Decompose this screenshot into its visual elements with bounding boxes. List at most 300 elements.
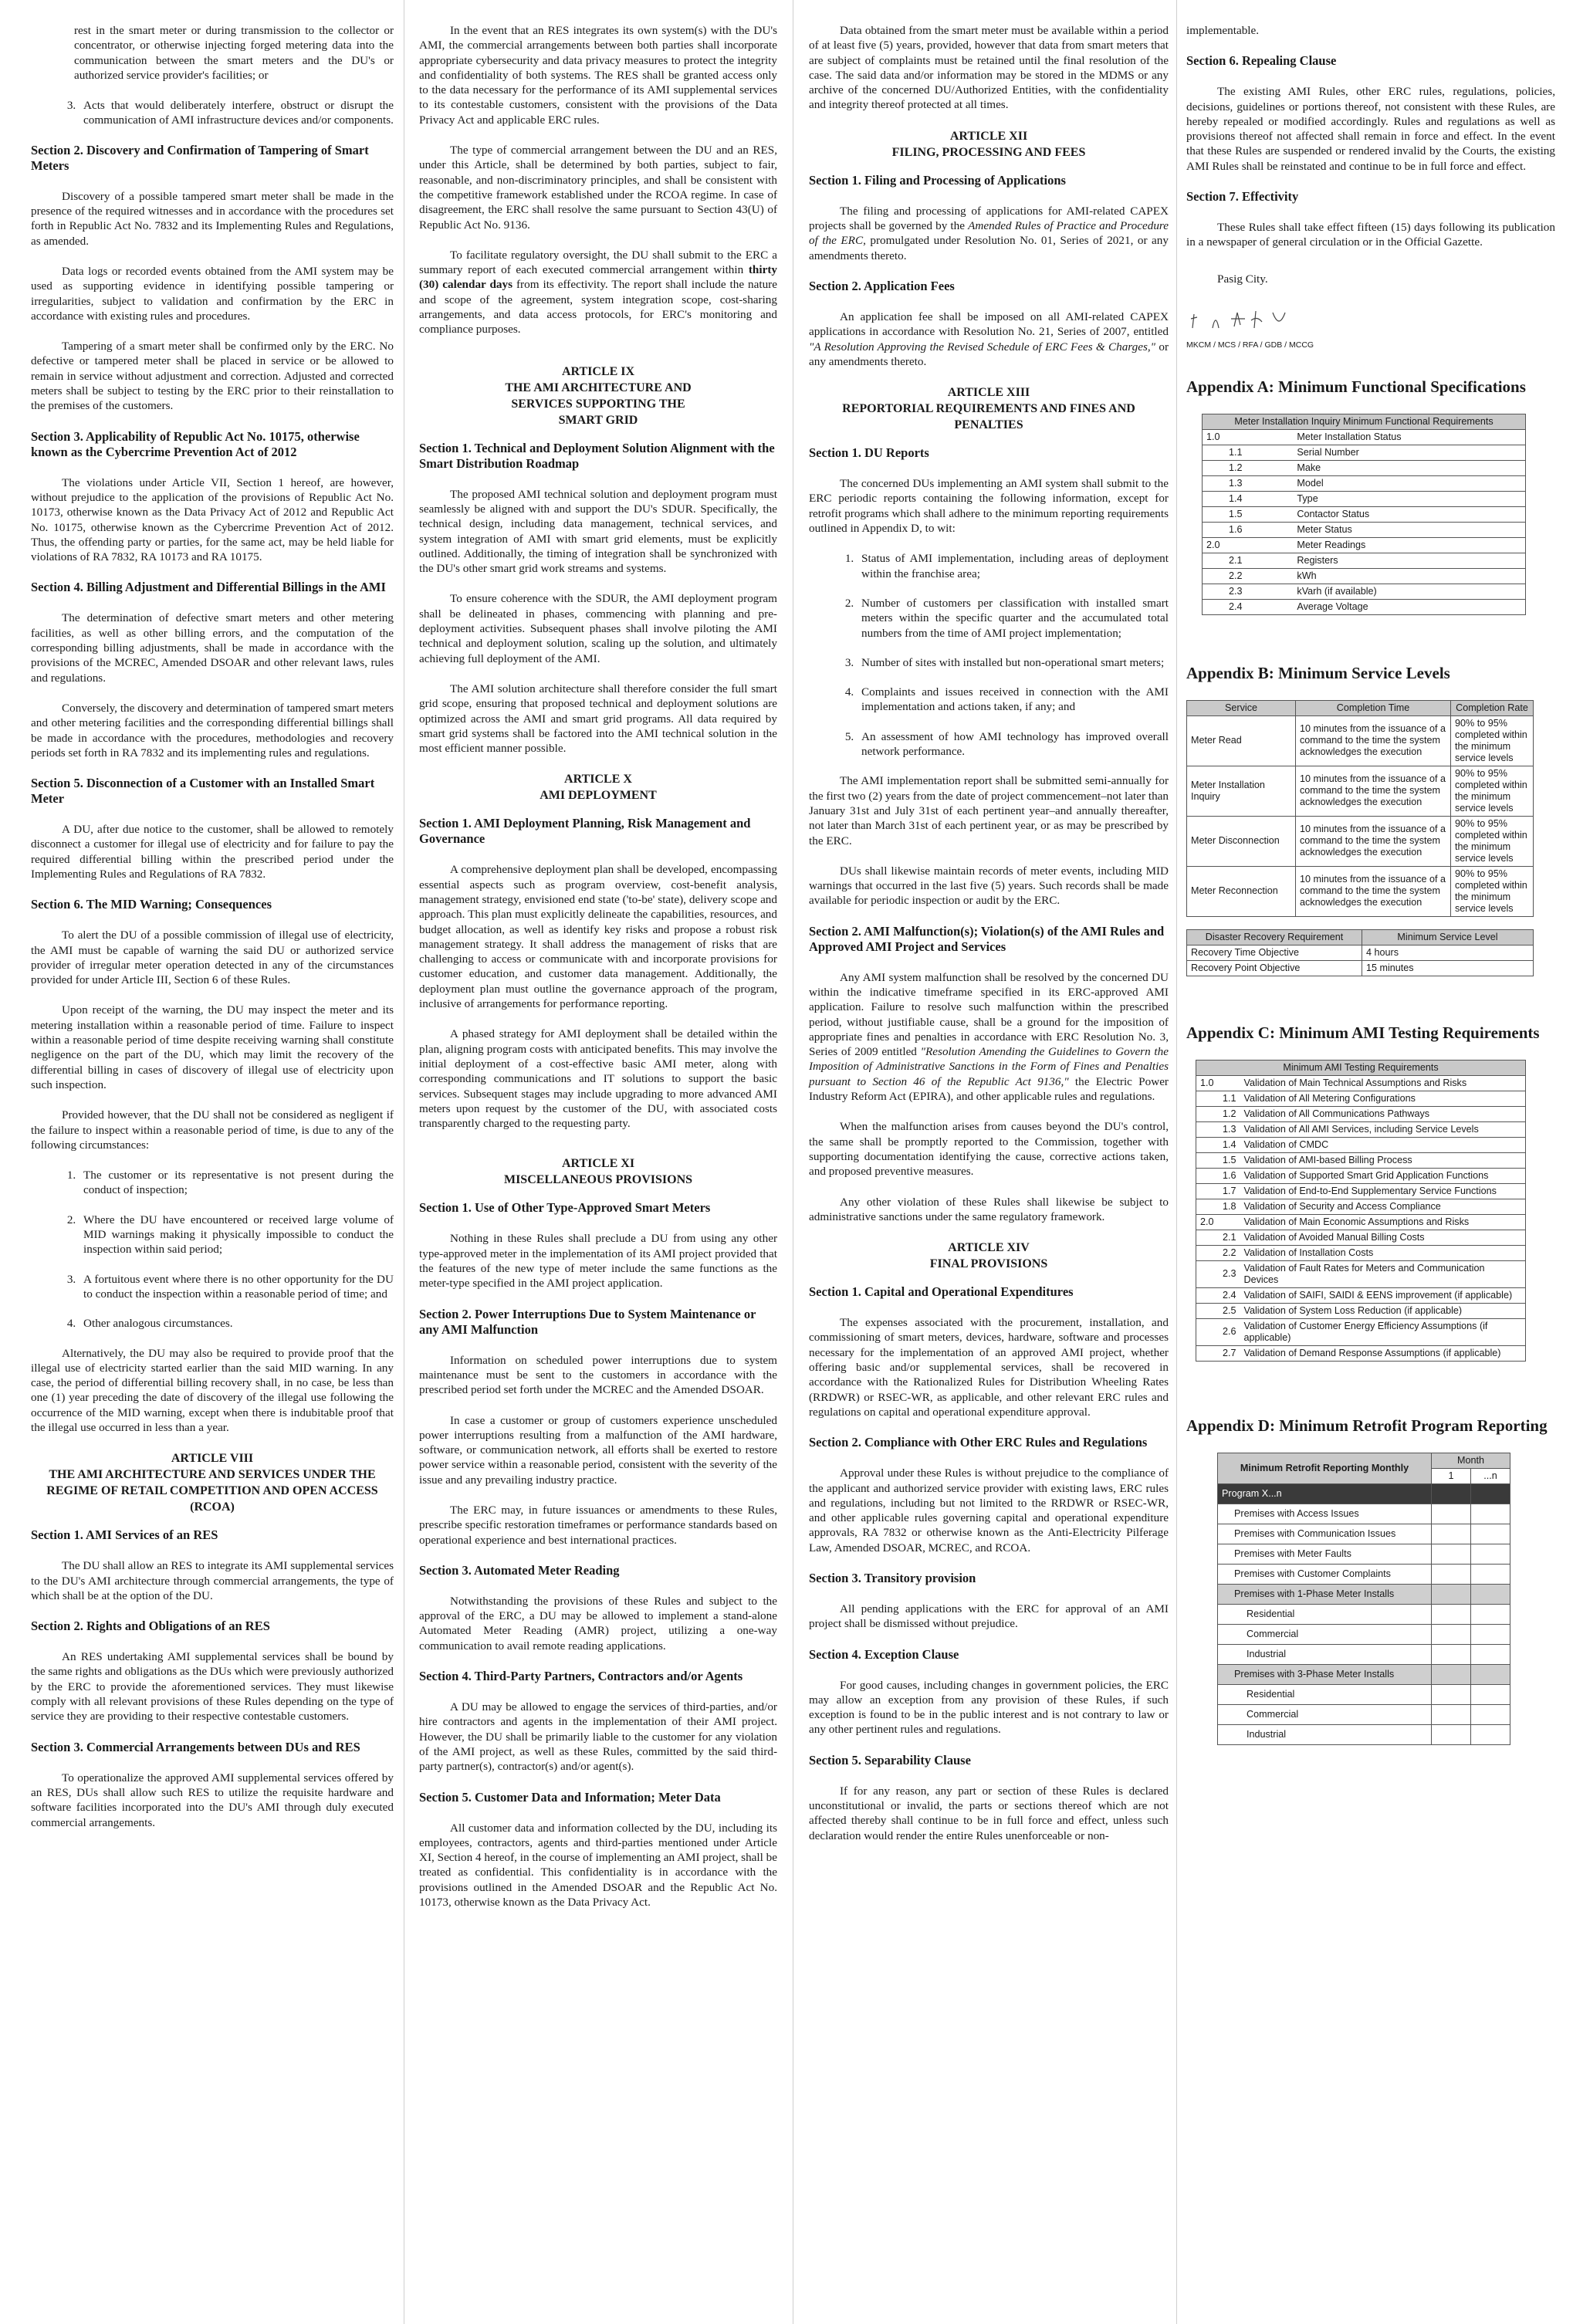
- section-title: Section 1. Use of Other Type-Approved Smart Meters: [419, 1200, 711, 1216]
- article-number: ARTICLE XI: [561, 1157, 635, 1171]
- list-item: 1. The customer or its representative is not present during the conduct of inspection;: [79, 1168, 394, 1198]
- paragraph: Notwithstanding the provisions of these Rules and subject to the approval of the ERC, a DU may be allowed to implement a stand-alone Automated Meter Reading (AMR) project, utilizing a one-way communication to avail remote reading applications.: [419, 1594, 777, 1653]
- table-row: [1218, 1524, 1510, 1544]
- table-row: [1203, 537, 1526, 553]
- row-number: 2.7: [1196, 1345, 1240, 1361]
- table-row: [1187, 766, 1534, 816]
- row-label: Contactor Status: [1293, 506, 1525, 522]
- row-label: Validation of Avoided Manual Billing Costs: [1240, 1230, 1526, 1245]
- row-number: 2.1: [1196, 1230, 1240, 1245]
- text-run: or any amendments thereto.: [809, 340, 1169, 368]
- list-item: 2. Where the DU have encountered or received large volume of MID warnings making it physically impossible to conduct the inspection within said period;: [79, 1213, 394, 1257]
- paragraph: In case a customer or group of customers experience unscheduled power interruptions resulting from a malfunction of the AMI hardware, software, or communication network, all efforts shall be exerted to restore power service within a reasonable period, consistent with the severity of the issue and any prevailing industry practice.: [419, 1413, 777, 1487]
- table-row: [1218, 1483, 1510, 1504]
- row-number: 2.3: [1196, 1260, 1240, 1287]
- paragraph: The AMI implementation report shall be submitted semi-annually for the first two (2) years from the date of project commencement–not later than January 31st and July 31st of each pertinent year–and annually thereafter, not later than March 31st of each pertinent year, or as may be prescribed by the ERC.: [809, 774, 1169, 847]
- table-header: Month: [1432, 1453, 1510, 1468]
- paragraph: The type of commercial arrangement between the DU and an RES, under this Article, shall be determined by both parties, subject to fair, reasonable, and non-discriminatory principles, and shall be consistent with the competitive framework established under the RCOA regime. In case of disagreement, the ERC shall resolve the same pursuant to Section 43(U) of Republic Act No. 9136.: [419, 144, 777, 232]
- row-label: Validation of End-to-End Supplementary Service Functions: [1240, 1183, 1526, 1199]
- row-number: 2.2: [1203, 568, 1294, 584]
- column-3: [809, 23, 1169, 1859]
- paragraph: Any other violation of these Rules shall likewise be subject to administrative sanctions under the same regulatory framework.: [809, 1195, 1169, 1223]
- month-cell: [1471, 1504, 1510, 1524]
- section-title: Section 2. Discovery and Confirmation of Tampering of Smart Meters: [31, 142, 369, 173]
- row-label: Meter Status: [1293, 522, 1525, 537]
- section-title: Section 4. Exception Clause: [809, 1646, 959, 1662]
- month-cell: [1471, 1564, 1510, 1584]
- signature-marks-icon: [1186, 306, 1302, 333]
- section-title: Section 1. AMI Services of an RES: [31, 1527, 218, 1543]
- paragraph: The ERC may, in future issuances or amendments to these Rules, prescribe specific restoration timeframes or performance standards based on operational experience and best international practices.: [419, 1504, 777, 1547]
- paragraph: implementable.: [1186, 24, 1260, 37]
- row-number: 2.6: [1196, 1318, 1240, 1345]
- section-title: Section 3. Commercial Arrangements between DUs and RES: [31, 1739, 360, 1754]
- paragraph: The violations under Article VII, Section 1 hereof, are however, without prejudice to the application of the provisions of Republic Act No. 10173, otherwise known as the Data Privacy Act of 2012 and Republic Act No. 10175, otherwise known as the Cybercrime Prevention Act of 2012. Thus, the offending party or parties, for the same act, may be held liable for violations of RA 7832, RA 10173 and RA 10175.: [31, 475, 394, 564]
- month-cell: [1432, 1644, 1471, 1664]
- row-number: 1.2: [1196, 1106, 1240, 1121]
- paragraph: These Rules shall take effect fifteen (15) days following its publication in a newspaper of general circulation or in the Official Gazette.: [1186, 221, 1555, 249]
- paragraph: An RES undertaking AMI supplemental services shall be bound by the same rights and obligations as the DUs which were previously authorized by the ERC to provide the aforementioned services. They must likewise comply with all relevant provisions of these Rules depending on the type of service they are providing to their respective contestable customers.: [31, 1650, 394, 1724]
- table-row: [1187, 960, 1534, 976]
- table-row: [1218, 1684, 1510, 1704]
- section-title: Section 3. Applicability of Republic Act No. 10175, otherwise known as the Cybercrime Prevention Act of 2012: [31, 428, 360, 459]
- section-title: Section 3. Automated Meter Reading: [419, 1562, 620, 1578]
- row-label: Premises with Communication Issues: [1218, 1524, 1432, 1544]
- section-title: Section 6. Repealing Clause: [1186, 53, 1337, 69]
- row-label: Make: [1293, 460, 1525, 475]
- article-heading: [809, 384, 1169, 433]
- row-label: Industrial: [1218, 1724, 1432, 1744]
- row-number: 2.1: [1203, 553, 1294, 568]
- table-cell: Recovery Time Objective: [1187, 945, 1362, 960]
- month-cell: [1471, 1604, 1510, 1624]
- section-title: Section 5. Separability Clause: [809, 1752, 971, 1768]
- appendix-b-recovery-table: [1186, 929, 1534, 976]
- article-number: ARTICLE XIII: [947, 386, 1030, 400]
- row-label: Program X...n: [1218, 1483, 1432, 1504]
- table-row: [1196, 1245, 1526, 1260]
- column-2: [419, 23, 777, 1925]
- row-label: Premises with 3-Phase Meter Installs: [1218, 1664, 1432, 1684]
- text-run: The filing and processing of applications for AMI-related CAPEX projects shall be governed by the: [809, 204, 1169, 233]
- table-cell: Meter Installation Inquiry: [1187, 766, 1296, 816]
- list-item: 3. A fortuitous event where there is no other opportunity for the DU to conduct the inspection within a reasonable period of time; and: [79, 1272, 394, 1302]
- place-text: Pasig City.: [1217, 272, 1268, 286]
- section-title: Section 5. Disconnection of a Customer with an Installed Smart Meter: [31, 776, 375, 807]
- row-number: 1.1: [1196, 1091, 1240, 1106]
- table-row: [1203, 522, 1526, 537]
- table-row: [1203, 429, 1526, 445]
- paragraph: A DU may be allowed to engage the services of third-parties, and/or hire contractors and agents in the implementation of their AMI project. However, the DU shall be primarily liable to the customer for any violation of the AMI project, as well as these Rules, committed by the said third-party partner(s), contractor(s) and/or agent(s).: [419, 1700, 777, 1774]
- row-label: Premises with 1-Phase Meter Installs: [1218, 1584, 1432, 1604]
- paragraph: A comprehensive deployment plan shall be developed, encompassing essential aspects such as program overview, cost-benefit analysis, management strategy, envisioned end state ('to-be' state), delivery scope and approach. This plan must explicitly delineate the capabilities, resources, and budget allocation, as well as identify key risks and propose a robust risk management strategy. It shall address the management of risks that are challenging to access or communicate with and incorporate provisions for customer education, and customer data management. Additionally, the deployment plan must outline the governance approach of the program, inclusive of arrangements for performance reporting.: [419, 863, 777, 1011]
- section-title: Section 1. Technical and Deployment Solution Alignment with the Smart Distribution Roadmap: [419, 440, 775, 471]
- numbered-list: [31, 98, 394, 128]
- table-header: Minimum AMI Testing Requirements: [1196, 1060, 1526, 1075]
- row-label: Serial Number: [1293, 445, 1525, 460]
- row-label: Average Voltage: [1293, 599, 1525, 614]
- section-title: Section 2. Power Interruptions Due to System Maintenance or any AMI Malfunction: [419, 1306, 756, 1337]
- initials-block: [1186, 306, 1555, 354]
- text-run: An application fee shall be imposed on all AMI-related CAPEX applications in accordance with Resolution No. 21, Series of 2007, entitled: [809, 310, 1169, 339]
- appendix-b-table: [1186, 700, 1534, 917]
- article-number: ARTICLE X: [564, 773, 632, 787]
- month-cell: [1471, 1704, 1510, 1724]
- column-1: [31, 23, 394, 1845]
- paragraph: Discovery of a possible tampered smart meter shall be made in the presence of the required witnesses and in accordance with the procedures set forth in Republic Act No. 7832 and its Implementing Rules and Regulations, as amended.: [31, 189, 394, 248]
- row-number: 1.4: [1203, 491, 1294, 506]
- table-cell: 90% to 95% completed within the minimum service levels: [1451, 866, 1534, 916]
- list-item: 2. Number of customers per classification with installed smart meters within the specific quarter and the accumulated total numbers from the time of AMI project implementation;: [857, 596, 1169, 641]
- row-number: 1.0: [1196, 1075, 1240, 1091]
- row-number: 2.3: [1203, 584, 1294, 599]
- row-number: 1.6: [1196, 1168, 1240, 1183]
- table-row: [1196, 1183, 1526, 1199]
- table-cell: Meter Disconnection: [1187, 816, 1296, 866]
- row-label: Residential: [1218, 1604, 1432, 1624]
- month-cell: [1432, 1483, 1471, 1504]
- table-row: [1203, 460, 1526, 475]
- table-row: [1203, 491, 1526, 506]
- table-row: [1187, 715, 1534, 766]
- paragraph: A DU, after due notice to the customer, shall be allowed to remotely disconnect a customer for illegal use of electricity and for failure to pay the required differential billing within the prescribed period under the Implementing Rules and Regulations of RA 7832.: [31, 823, 394, 881]
- article-heading: [419, 771, 777, 803]
- row-number: 2.4: [1203, 599, 1294, 614]
- appendix-d-table: [1217, 1453, 1510, 1745]
- month-cell: [1471, 1644, 1510, 1664]
- row-label: Premises with Customer Complaints: [1218, 1564, 1432, 1584]
- paragraph: [809, 970, 1169, 1104]
- table-row: [1218, 1584, 1510, 1604]
- paragraph: Conversely, the discovery and determination of tampered smart meters and other metering facilities and the corresponding differential billings shall be made in accordance with the procedures, methodologies and recovery periods set forth in RA 7832 and its implementing rules and regulations.: [31, 701, 394, 759]
- table-cell: 10 minutes from the issuance of a command to the time the system acknowledges the execution: [1296, 816, 1451, 866]
- table-row: [1218, 1564, 1510, 1584]
- row-label: kVarh (if available): [1293, 584, 1525, 599]
- italic-text: Amended Rules of Practice and Procedure of the ERC: [809, 219, 1169, 248]
- appendix-c-table: [1196, 1060, 1526, 1362]
- section-title: Section 6. The MID Warning; Consequences: [31, 897, 272, 912]
- appendix-a-table: [1202, 414, 1526, 615]
- emphasis-text: thirty (30) calendar days: [419, 263, 777, 292]
- table-header: ...n: [1471, 1468, 1510, 1483]
- table-row: [1196, 1199, 1526, 1214]
- paragraph: Alternatively, the DU may also be required to provide proof that the illegal use of electricity started earlier than the said MID warning. In any case, the period of differential billing recovery shall, in no case, be less than one (1) year preceding the date of discovery of the illegal use following the occurrence of the MID warning, except when there is indubitable proof that the illegal use occurred in less than a year.: [31, 1346, 394, 1434]
- section-title: Section 4. Billing Adjustment and Differential Billings in the AMI: [31, 580, 386, 595]
- table-cell: 90% to 95% completed within the minimum service levels: [1451, 766, 1534, 816]
- paragraph: Tampering of a smart meter shall be confirmed only by the ERC. No defective or tampered meter shall be placed in service or be allowed to remain in service without adjustment and correction. Adjusted and corrected meters shall be subject to testing by the ERC prior to their reinstallation to the premises of the customers.: [31, 340, 394, 413]
- paragraph: Provided however, that the DU shall not be considered as negligent if the failure to inspect within a reasonable period of time, is due to any of the following circumstances:: [31, 1108, 394, 1152]
- row-label: Validation of Demand Response Assumptions (if applicable): [1240, 1345, 1526, 1361]
- row-number: 1.6: [1203, 522, 1294, 537]
- table-row: [1203, 506, 1526, 522]
- month-cell: [1471, 1524, 1510, 1544]
- table-row: [1203, 475, 1526, 491]
- article-heading: [419, 364, 777, 428]
- table-header: Completion Time: [1296, 700, 1451, 715]
- article-number: ARTICLE XIV: [948, 1241, 1030, 1255]
- list-item: 5. An assessment of how AMI technology has improved overall network performance.: [857, 729, 1169, 759]
- row-label: Meter Installation Status: [1293, 429, 1525, 445]
- paragraph: If for any reason, any part or section of these Rules is declared unconstitutional or invalid, the parts or sections thereof which are not affected thereby shall continue to be in full force and effect, unless such declaration would render the entire Rules unenforceable or non-: [809, 1784, 1169, 1842]
- row-label: Type: [1293, 491, 1525, 506]
- paragraph: Upon receipt of the warning, the DU may inspect the meter and its metering installation within a reasonable period of time. Failure to inspect within a reasonable period of time despite receiving warning shall constitute negligence on the part of the DU, which may limit the recovery of the differential billing in cases of discovery of illegal use of electricity upon such inspection.: [31, 1003, 394, 1091]
- text-run: the Electric Power Industry Reform Act (EPIRA), and other applicable rules and regulations.: [809, 1074, 1169, 1104]
- table-row: [1196, 1318, 1526, 1345]
- section-title: Section 1. Filing and Processing of Applications: [809, 172, 1066, 188]
- numbered-list: [809, 551, 1169, 759]
- table-row: [1196, 1091, 1526, 1106]
- row-label: Validation of All AMI Services, including Service Levels: [1240, 1121, 1526, 1137]
- month-cell: [1432, 1724, 1471, 1744]
- table-row: [1196, 1152, 1526, 1168]
- table-row: [1218, 1504, 1510, 1524]
- paragraph: [809, 204, 1169, 263]
- paragraph: Information on scheduled power interruptions due to system maintenance must be sent to the customers in accordance with the prescribed period set forth under the MCREC and the Amended DSOAR.: [419, 1353, 777, 1397]
- paragraph: The DU shall allow an RES to integrate its AMI supplemental services to the DU's AMI architecture through commercial arrangements, the type of which shall be at the option of the DU.: [31, 1559, 394, 1602]
- list-item: 1. Status of AMI implementation, including areas of deployment within the franchise area;: [857, 551, 1169, 581]
- table-row: [1196, 1168, 1526, 1183]
- appendix-a-title: Appendix A: Minimum Functional Specifications: [1186, 377, 1526, 396]
- table-header: Service: [1187, 700, 1296, 715]
- list-item: 4. Other analogous circumstances.: [79, 1316, 394, 1331]
- paragraph: Nothing in these Rules shall preclude a DU from using any other type-approved meter in the implementation of its AMI project provided that the features of the new type of meter include the same functions as the meter-type specified in the AMI project application.: [419, 1232, 777, 1291]
- month-cell: [1471, 1664, 1510, 1684]
- month-cell: [1432, 1604, 1471, 1624]
- row-number: 2.0: [1203, 537, 1294, 553]
- month-cell: [1471, 1684, 1510, 1704]
- section-title: Section 2. Rights and Obligations of an RES: [31, 1619, 270, 1634]
- table-row: [1187, 866, 1534, 916]
- month-cell: [1471, 1584, 1510, 1604]
- paragraph: [419, 248, 777, 337]
- article-heading: [419, 1155, 777, 1188]
- row-label: Model: [1293, 475, 1525, 491]
- month-cell: [1471, 1724, 1510, 1744]
- month-cell: [1471, 1544, 1510, 1564]
- row-label: Premises with Meter Faults: [1218, 1544, 1432, 1564]
- table-row: [1196, 1214, 1526, 1230]
- article-number: ARTICLE XII: [949, 129, 1028, 143]
- table-row: [1218, 1724, 1510, 1744]
- row-label: Validation of SAIFI, SAIDI & EENS improvement (if applicable): [1240, 1287, 1526, 1303]
- table-row: [1196, 1075, 1526, 1091]
- row-number: 1.4: [1196, 1137, 1240, 1152]
- table-header: Minimum Service Level: [1362, 929, 1534, 945]
- row-label: Validation of CMDC: [1240, 1137, 1526, 1152]
- table-cell: 15 minutes: [1362, 960, 1534, 976]
- table-cell: Meter Reconnection: [1187, 866, 1296, 916]
- month-cell: [1432, 1704, 1471, 1724]
- month-cell: [1432, 1524, 1471, 1544]
- column-divider: [1176, 0, 1177, 2324]
- paragraph: rest in the smart meter or during transmission to the collector or concentrator, or otherwise injecting forged metering data into the communication between the smart meters and the DU's or authorized service provider's facilities; or: [74, 24, 394, 82]
- table-cell: 4 hours: [1362, 945, 1534, 960]
- list-item: 4. Complaints and issues received in connection with the AMI implementation and actions taken, if any; and: [857, 685, 1169, 715]
- article-title: AMI DEPLOYMENT: [540, 789, 657, 803]
- row-label: Validation of Supported Smart Grid Application Functions: [1240, 1168, 1526, 1183]
- initials-text: MKCM / MCS / RFA / GDB / MCCG: [1186, 340, 1314, 350]
- row-label: Validation of All Communications Pathways: [1240, 1106, 1526, 1121]
- month-cell: [1432, 1504, 1471, 1524]
- appendix-c-title: Appendix C: Minimum AMI Testing Requirements: [1186, 1023, 1540, 1042]
- section-title: Section 1. AMI Deployment Planning, Risk Management and Governance: [419, 816, 751, 847]
- paragraph: To operationalize the approved AMI supplemental services offered by an RES, DUs shall allow such RES to utilize the requisite hardware and software facilities incorporated into the DU's AMI through duly executed commercial arrangements.: [31, 1771, 394, 1829]
- table-row: [1218, 1624, 1510, 1644]
- article-heading: [809, 1240, 1169, 1272]
- table-cell: 10 minutes from the issuance of a command to the time the system acknowledges the execution: [1296, 866, 1451, 916]
- row-label: Registers: [1293, 553, 1525, 568]
- row-label: Validation of Security and Access Compliance: [1240, 1199, 1526, 1214]
- row-number: 1.5: [1203, 506, 1294, 522]
- paragraph: The concerned DUs implementing an AMI system shall submit to the ERC periodic reports containing the following information, except for retrofit programs which shall adhere to the minimum reporting requirements outlined in Appendix D, to wit:: [809, 477, 1169, 536]
- paragraph: In the event that an RES integrates its own system(s) with the DU's AMI, the commercial arrangements between both parties shall incorporate appropriate cybersecurity and data privacy measures to protect the integrity and confidentiality of both systems. The RES shall be granted access only to the data necessary for the performance of its AMI supplemental services to its contestable customers, consistent with the provisions of the Data Privacy Act and applicable ERC rules.: [419, 24, 777, 127]
- month-cell: [1471, 1483, 1510, 1504]
- month-cell: [1432, 1624, 1471, 1644]
- table-row: [1203, 568, 1526, 584]
- article-heading: [809, 128, 1169, 161]
- table-header: Minimum Retrofit Reporting Monthly: [1218, 1453, 1432, 1483]
- row-label: Validation of Main Technical Assumptions and Risks: [1240, 1075, 1526, 1091]
- section-title: Section 1. DU Reports: [809, 445, 929, 461]
- row-number: 2.2: [1196, 1245, 1240, 1260]
- paragraph: The proposed AMI technical solution and deployment program must seamlessly be aligned with and support the DU's SDUR. Specifically, the technical design, including data management, technical services, and system integration of AMI with smart grid elements, must be explicitly outlined. Additionally, the timing of integration shall be synchronized with the DU's other smart grid work streams and systems.: [419, 487, 777, 576]
- row-number: 2.4: [1196, 1287, 1240, 1303]
- month-cell: [1432, 1684, 1471, 1704]
- table-row: [1203, 445, 1526, 460]
- row-label: Commercial: [1218, 1624, 1432, 1644]
- row-number: 2.0: [1196, 1214, 1240, 1230]
- text-run: To facilitate regulatory oversight, the DU shall submit to the ERC a summary report of each executed commercial arrangement within: [419, 248, 777, 277]
- table-cell: 10 minutes from the issuance of a command to the time the system acknowledges the execution: [1296, 715, 1451, 766]
- table-row: [1203, 584, 1526, 599]
- paragraph: DUs shall likewise maintain records of meter events, including MID warnings that occurred in the last five (5) years. Such records shall be made available for periodic inspection or audit by the ERC.: [809, 864, 1169, 908]
- table-row: [1203, 599, 1526, 614]
- numbered-list: [31, 1168, 394, 1331]
- article-title: FILING, PROCESSING AND FEES: [891, 145, 1086, 159]
- row-label: Commercial: [1218, 1704, 1432, 1724]
- row-label: Validation of Customer Energy Efficiency Assumptions (if applicable): [1240, 1318, 1526, 1345]
- row-number: 2.5: [1196, 1303, 1240, 1318]
- month-cell: [1432, 1564, 1471, 1584]
- row-label: Validation of AMI-based Billing Process: [1240, 1152, 1526, 1168]
- section-title: Section 1. Capital and Operational Expenditures: [809, 1284, 1074, 1300]
- article-title: THE AMI ARCHITECTURE AND SERVICES UNDER THE REGIME OF RETAIL COMPETITION AND OPEN ACCESS (RCOA): [46, 1468, 378, 1514]
- table-row: [1196, 1121, 1526, 1137]
- paragraph: To ensure coherence with the SDUR, the AMI deployment program shall be delineated in phases, commencing with planning and pre-deployment activities. Subsequent phases shall involve piloting the AMI technical and deployment solution, scaling up the solution, and ultimately achieving full deployment of the AMI.: [419, 592, 777, 665]
- paragraph: To alert the DU of a possible commission of illegal use of electricity, the AMI must be capable of warning the said DU or authorized service provider of irregular meter operation detected in any of the circumstances provided for under Article III, Section 6 of these Rules.: [31, 929, 394, 987]
- italic-text: "Resolution Amending the Guidelines to Govern the Imposition of Administrative Sanctions in the Form of Fines and Penalties pursuant to Section 46 of the Republic Act 9136,": [809, 1045, 1169, 1088]
- table-header: Meter Installation Inquiry Minimum Functional Requirements: [1203, 414, 1526, 429]
- paragraph: Data obtained from the smart meter must be available within a period of at least five (5) years, provided, however that data from smart meters that are subject of complaints must be retained until the final resolution of the case. The said data and/or information may be stored in the MDMS or any archive of the concerned DU/Authorized Entities, with the confidentiality and integrity thereof protected at all times.: [809, 24, 1169, 112]
- row-number: 1.0: [1203, 429, 1294, 445]
- paragraph: Data logs or recorded events obtained from the AMI system may be used as supporting evidence in identifying possible tampering or irregularities, subject to validation and confirmation by the ERC in accordance with existing rules and procedures.: [31, 264, 394, 323]
- table-row: [1196, 1230, 1526, 1245]
- table-row: [1218, 1604, 1510, 1624]
- month-cell: [1432, 1544, 1471, 1564]
- table-cell: Meter Read: [1187, 715, 1296, 766]
- article-number: ARTICLE IX: [561, 364, 635, 378]
- paragraph: The AMI solution architecture shall therefore consider the full smart grid scope, ensuring that proposed technical and deployment solutions are optimized across the AMI and smart grid programs. All data required by smart grid systems shall be factored into the AMI technical solution in the most efficient manner possible.: [419, 682, 777, 756]
- table-cell: 90% to 95% completed within the minimum service levels: [1451, 816, 1534, 866]
- row-label: Validation of All Metering Configurations: [1240, 1091, 1526, 1106]
- article-title: FINAL PROVISIONS: [929, 1257, 1048, 1271]
- row-number: 1.5: [1196, 1152, 1240, 1168]
- table-cell: 90% to 95% completed within the minimum service levels: [1451, 715, 1534, 766]
- row-label: Validation of Installation Costs: [1240, 1245, 1526, 1260]
- row-number: 1.3: [1196, 1121, 1240, 1137]
- row-number: 1.2: [1203, 460, 1294, 475]
- table-row: [1187, 816, 1534, 866]
- table-row: [1196, 1287, 1526, 1303]
- table-row: [1218, 1664, 1510, 1684]
- table-header: Completion Rate: [1451, 700, 1534, 715]
- paragraph: The determination of defective smart meters and other metering facilities, as well as other billing errors, and the computation of the corresponding billing adjustments, shall be made in accordance with the provisions of the MCREC, Amended DSOAR and other relevant laws, rules and regulations.: [31, 611, 394, 685]
- section-title: Section 4. Third-Party Partners, Contractors and/or Agents: [419, 1669, 743, 1684]
- section-title: Section 2. Compliance with Other ERC Rules and Regulations: [809, 1435, 1148, 1450]
- row-label: kWh: [1293, 568, 1525, 584]
- paragraph: [809, 310, 1169, 369]
- section-title: Section 2. Application Fees: [809, 278, 955, 293]
- section-title: Section 7. Effectivity: [1186, 189, 1299, 205]
- table-row: [1196, 1137, 1526, 1152]
- paragraph: For good causes, including changes in government policies, the ERC may allow an exception from any provision of these Rules, if such exception is found to be in the public interest and is not contrary to law or any other pertinent rules and regulations.: [809, 1678, 1169, 1737]
- paragraph: The existing AMI Rules, other ERC rules, regulations, policies, decisions, guidelines or portions thereof, not consistent with these Rules, are hereby repealed or modified accordingly. Rules and regulations as well as provisions thereof not affected shall remain in force and effect. In the event that these Rules are suspended or rendered invalid by the Courts, the existing AMI Rules shall be reinstated and continue to be in full force and effect.: [1186, 85, 1555, 173]
- table-row: [1196, 1106, 1526, 1121]
- article-heading: [31, 1450, 394, 1515]
- paragraph: Approval under these Rules is without prejudice to the compliance of the applicant and authorized service provider with existing laws, ERC rules and regulations, including but not limited to the RRDWR or RSEC-WR, and other applicable rules governing capital and operational expenditure approvals, RA 7832 or otherwise known as the Anti-Electricity Pilferage Law, Amended DSOAR, MCREC, and RCOA.: [809, 1466, 1169, 1554]
- paragraph: A phased strategy for AMI deployment shall be detailed within the plan, aligning program costs with anticipated benefits. This may involve the initial deployment of a cost-effective basic AMI meter, along with corresponding communications and IT solutions to support the basic services. Subsequent stages may include upgrading to more advanced AMI meters upon request by the customer of the DU, with associated costs transparently charged to the requesting party.: [419, 1027, 777, 1131]
- article-number: ARTICLE VIII: [171, 1452, 254, 1466]
- italic-text: "A Resolution Approving the Revised Schedule of ERC Fees & Charges,": [809, 340, 1156, 354]
- table-row: [1203, 553, 1526, 568]
- table-header: 1: [1432, 1468, 1471, 1483]
- text-run: Any AMI system malfunction shall be resolved by the concerned DU within the indicative timeframe specified in its ERC-approved AMI application. Failure to resolve such malfunction within the prescribed period, without justifiable cause, shall be a ground for the imposition of appropriate fines and penalties in accordance with ERC Resolution No. 3, Series of 2009 entitled: [809, 970, 1169, 1059]
- text-run: , promulgated under Resolution No. 01, Series of 2021, or any amendments thereto.: [809, 234, 1169, 262]
- row-label: Meter Readings: [1293, 537, 1525, 553]
- table-row: [1218, 1704, 1510, 1724]
- row-number: 1.1: [1203, 445, 1294, 460]
- appendix-b-title: Appendix B: Minimum Service Levels: [1186, 663, 1450, 682]
- table-row: [1218, 1644, 1510, 1664]
- table-row: [1196, 1260, 1526, 1287]
- appendix-d-title: Appendix D: Minimum Retrofit Program Reporting: [1186, 1416, 1548, 1435]
- list-item: 3. Number of sites with installed but non-operational smart meters;: [857, 655, 1169, 670]
- row-label: Validation of System Loss Reduction (if applicable): [1240, 1303, 1526, 1318]
- row-number: 1.7: [1196, 1183, 1240, 1199]
- table-row: [1196, 1303, 1526, 1318]
- paragraph: The expenses associated with the procurement, installation, and commissioning of smart meters, devices, hardware, software and processes necessary for the implementation of an approved AMI project, whether offering basic and/or supplemental services, shall be recovered in accordance with the Rationalized Rules for Distribution Wheeling Rates (RRDWR) or RSEC-WR, as applicable, and other relevant ERC rules and regulations on capital and operational expenditure approval.: [809, 1316, 1169, 1419]
- table-cell: Recovery Point Objective: [1187, 960, 1362, 976]
- month-cell: [1432, 1664, 1471, 1684]
- table-row: [1218, 1544, 1510, 1564]
- paragraph: All customer data and information collected by the DU, including its employees, contractors, agents and third-parties mentioned under Article XI, Section 4 hereof, in the course of implementing an AMI project, shall be treated as confidential. This confidentiality is in accordance with the provisions outlined in the Amended DSOAR and the Republic Act No. 10173, otherwise known as the Data Privacy Act.: [419, 1821, 777, 1910]
- table-cell: 10 minutes from the issuance of a command to the time the system acknowledges the execution: [1296, 766, 1451, 816]
- section-title: Section 2. AMI Malfunction(s); Violation(s) of the AMI Rules and Approved AMI Project and Services: [809, 923, 1165, 954]
- row-label: Residential: [1218, 1684, 1432, 1704]
- article-title: MISCELLANEOUS PROVISIONS: [503, 1173, 693, 1187]
- paragraph: All pending applications with the ERC for approval of an AMI project shall be dismissed without prejudice.: [809, 1602, 1169, 1631]
- row-label: Premises with Access Issues: [1218, 1504, 1432, 1524]
- row-number: 1.8: [1196, 1199, 1240, 1214]
- section-title: Section 3. Transitory provision: [809, 1571, 976, 1585]
- month-cell: [1471, 1624, 1510, 1644]
- row-label: Validation of Main Economic Assumptions and Risks: [1240, 1214, 1526, 1230]
- article-title: THE AMI ARCHITECTURE AND SERVICES SUPPORTING THE SMART GRID: [505, 381, 692, 427]
- row-label: Validation of Fault Rates for Meters and Communication Devices: [1240, 1260, 1526, 1287]
- row-number: 1.3: [1203, 475, 1294, 491]
- column-4: [1186, 23, 1555, 1745]
- text-run: from its effectivity. The report shall include the nature and scope of the agreement, system integration scope, cost-sharing arrangements, and data access protocols, for ERC's monitoring and compliance purposes.: [419, 278, 777, 337]
